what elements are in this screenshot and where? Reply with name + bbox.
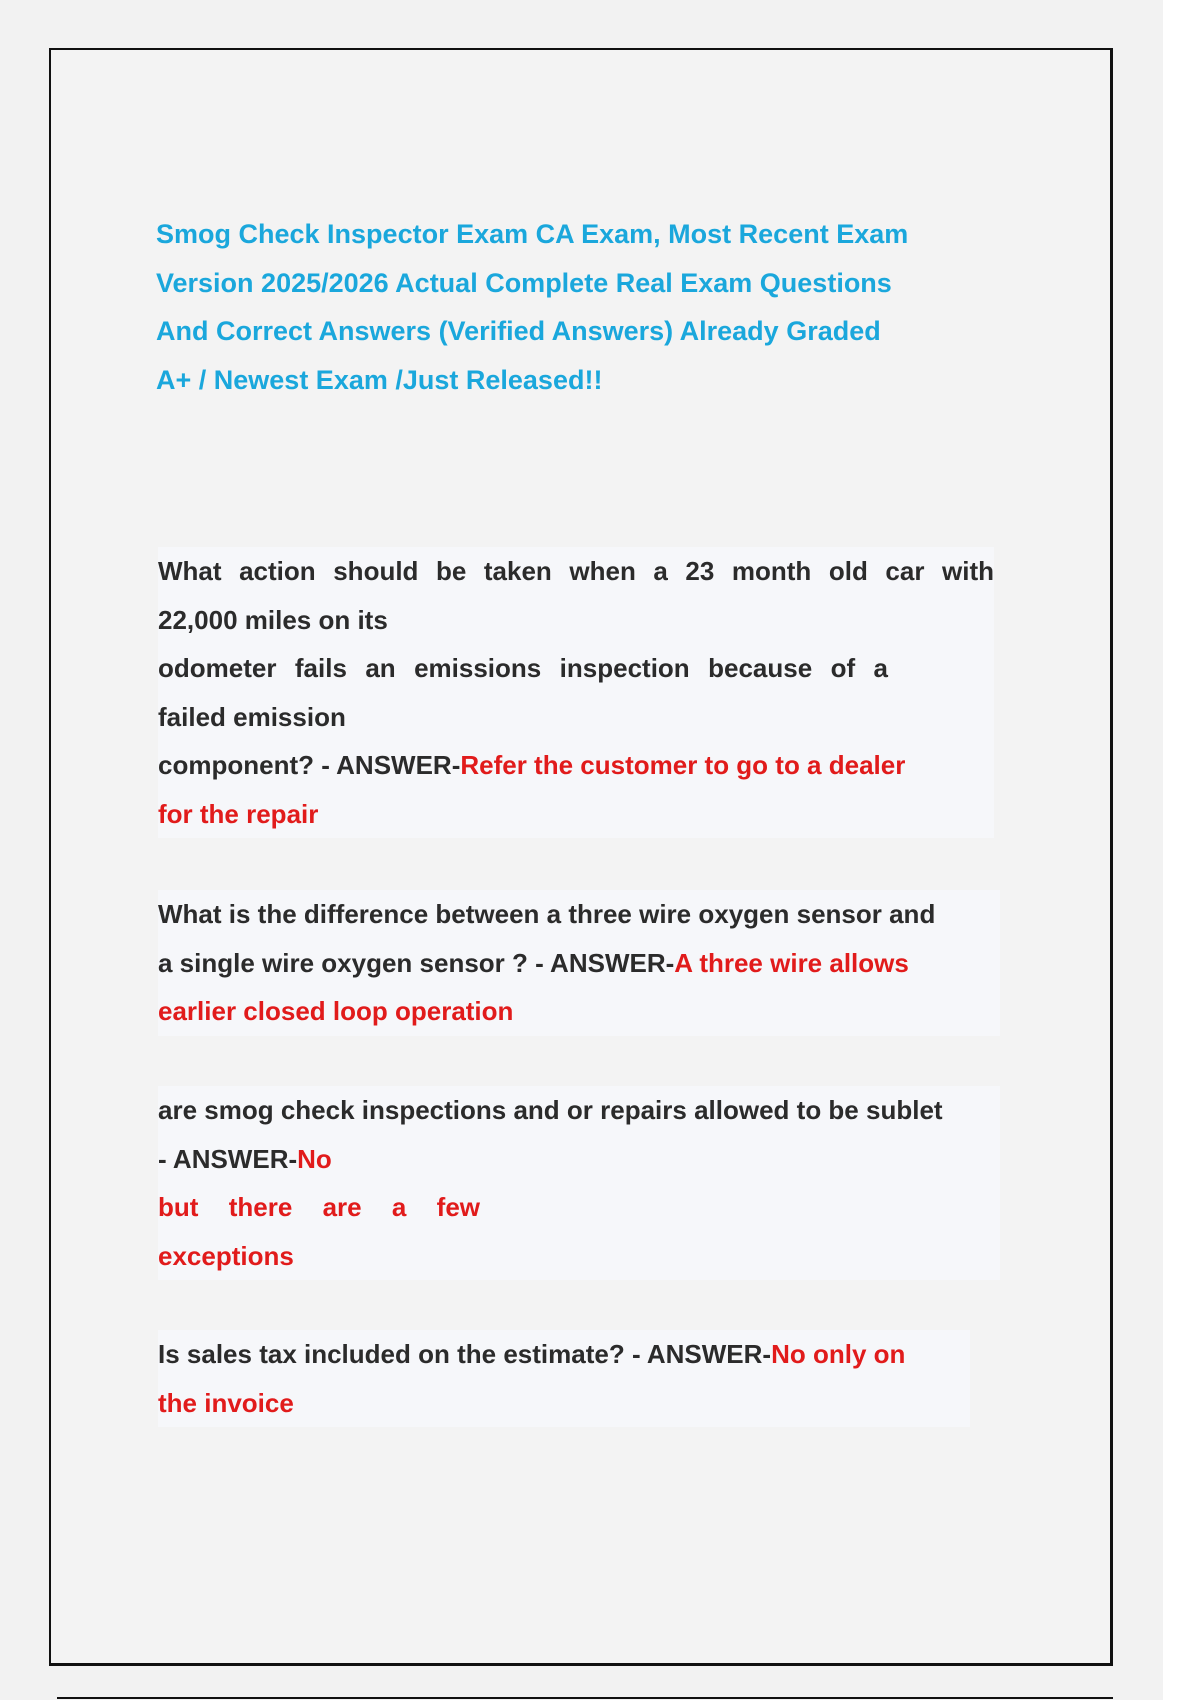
question-line: What is the difference between a three wire oxygen sensor and — [158, 899, 936, 929]
question-answer-line — [158, 939, 1000, 988]
answer-text: for the repair — [158, 798, 319, 829]
title-line: A+ / Newest Exam /Just Released!! — [156, 364, 603, 395]
answer-marker: - ANSWER- — [631, 1339, 772, 1369]
question-line: 22,000 miles on its — [158, 604, 388, 635]
answer-marker: - ANSWER- — [321, 750, 461, 780]
question-answer-line — [158, 741, 994, 790]
question-block-4 — [158, 1330, 970, 1427]
question-line: odometer fails an emissions inspection because of a — [158, 653, 888, 683]
answer-text: the invoice — [158, 1387, 294, 1418]
question-block-2 — [158, 890, 1000, 1036]
answer-text: No — [297, 1143, 332, 1174]
title-line: Smog Check Inspector Exam CA Exam, Most Recent Exam — [156, 219, 909, 249]
question-line: component? — [158, 750, 322, 780]
question-line: are smog check inspections and or repairs allowed to be sublet — [158, 1095, 943, 1125]
answer-text: A three wire allows — [674, 947, 909, 978]
question-line: a single wire oxygen sensor ? — [158, 947, 536, 978]
answer-text: earlier closed loop operation — [158, 996, 514, 1026]
question-line: failed emission — [158, 701, 346, 732]
answer-text: exceptions — [158, 1240, 294, 1271]
question-answer-line — [158, 1330, 970, 1379]
question-line: What action should be taken when a 23 month old car with — [158, 556, 994, 586]
answer-marker: - ANSWER- — [158, 1143, 298, 1174]
document-title — [156, 210, 986, 404]
answer-marker: - ANSWER- — [535, 947, 675, 978]
question-block-1 — [158, 547, 994, 838]
question-line: Is sales tax included on the estimate? — [158, 1339, 632, 1369]
page-side-margin — [1163, 0, 1200, 1700]
question-answer-line — [158, 1135, 1000, 1184]
title-line: And Correct Answers (Verified Answers) Already Graded — [156, 316, 881, 346]
question-block-3 — [158, 1086, 1000, 1280]
title-line: Version 2025/2026 Actual Complete Real Exam Questions — [156, 267, 892, 298]
answer-text: No only on — [771, 1339, 906, 1369]
bottom-divider — [57, 1697, 1113, 1699]
answer-text: Refer the customer to go to a dealer — [460, 750, 906, 780]
answer-text: but there are a few — [158, 1192, 480, 1222]
